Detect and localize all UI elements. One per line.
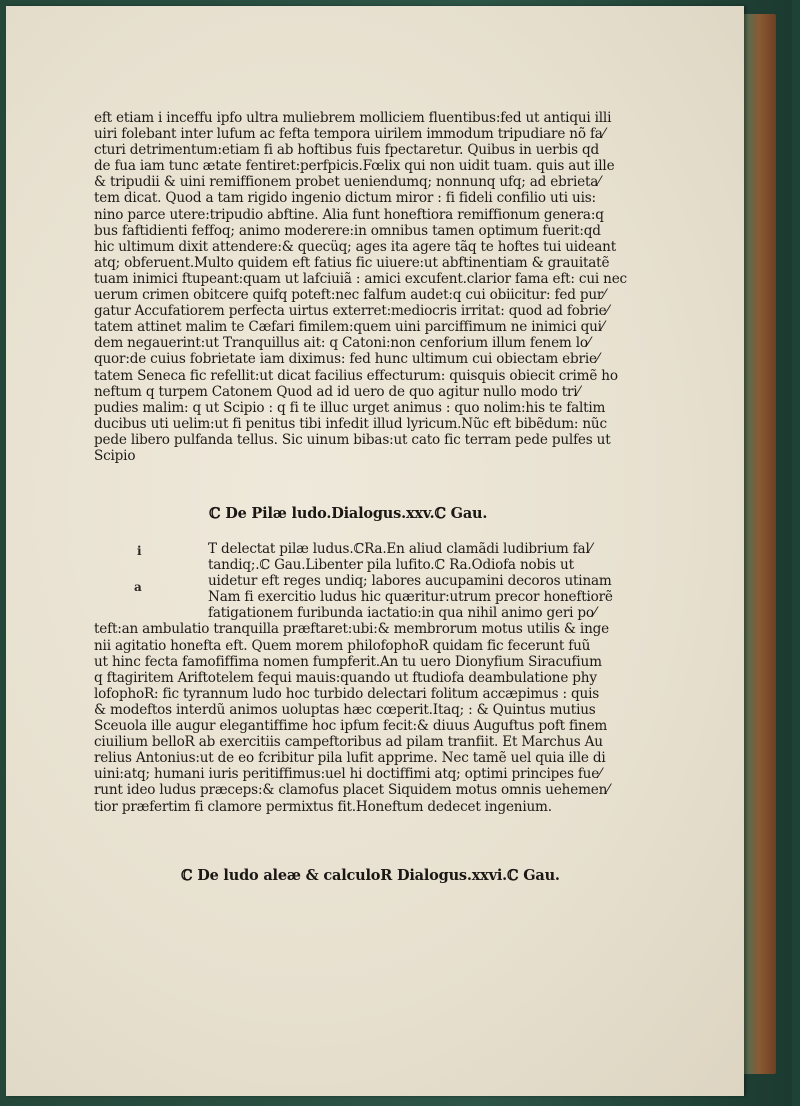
text-line: Scipio xyxy=(94,447,136,464)
text-line: T delectat pilæ ludus.ℂRa.En aliud clamãdi ludibrium fal⁄ xyxy=(208,541,592,557)
text-line: ut hinc fecta famofiffima nomen fumpferit.An tu uero Dionyfium Siracufium xyxy=(94,653,602,670)
text-block-upper xyxy=(94,110,627,464)
text-line: runt ideo ludus præceps:& clamofus placet Siquidem motus omnis uehemen⁄ xyxy=(94,782,610,799)
text-line: uini:atq; humani iuris peritiffimus:uel hi doctiffimi atq; optimi principes fue⁄ xyxy=(94,766,602,783)
text-line: uiri folebant inter lufum ac fefta tempora uirilem immodum tripudiare nõ fa⁄ xyxy=(94,126,605,143)
book-page xyxy=(6,6,744,1096)
text-line: & modeftos interdũ animos uoluptas hæc cœperit.Itaq; : & Quintus mutius xyxy=(94,701,596,718)
dialogue-heading-xxv: ℂ De Pilæ ludo.Dialogus.xxv.ℂ Gau. xyxy=(209,505,488,522)
text-line: tandiq;.ℂ Gau.Libenter pila lufito.ℂ Ra.Odiofa nobis ut xyxy=(208,557,574,574)
text-line: pudies malim: q ut Scipio : q fi te illuc urget animus : quo nolim:his te faltim xyxy=(94,399,606,416)
marginal-mark: i xyxy=(137,544,142,558)
text-line: cturi detrimentum:etiam fi ab hoftibus fuis fpectaretur. Quibus in uerbis qd xyxy=(94,142,600,159)
marginal-mark: a xyxy=(134,580,142,594)
text-line: nino parce utere:tripudio abftine. Alia funt honeftiora remiffionum genera:q xyxy=(94,206,604,223)
text-line: tatem Seneca fic refellit:ut dicat facilius effecturum: quisquis obiecit crimẽ ho xyxy=(94,367,618,384)
text-line: tior præfertim fi clamore permixtus fit.Honeftum dedecet ingenium. xyxy=(94,798,552,815)
text-line: atq; obferuent.Multo quidem eft fatius fic uiuere:ut abftinentiam & grauitatẽ xyxy=(94,254,610,271)
text-line: relius Antonius:ut de eo fcribitur pila lufit apprime. Nec tamẽ uel quia ille di xyxy=(94,750,606,767)
text-line: eft etiam i inceffu ipfo ultra muliebrem molliciem fluentibus:fed ut antiqui illi xyxy=(94,110,612,126)
text-line: pede libero pulfanda tellus. Sic uinum bibas:ut cato fic terram pede pulfes ut xyxy=(94,431,611,448)
text-line: nii agitatio honefta eft. Quem morem philofophoR quidam fic fecerunt fuũ xyxy=(94,637,591,654)
text-line: ducibus uti uelim:ut fi penitus tibi infedit illud lyricum.Nũc eft bibẽdum: nũc xyxy=(94,415,607,432)
dialogue-heading-xxvi: ℂ De ludo aleæ & calculoR Dialogus.xxvi.ℂ Gau. xyxy=(181,867,560,884)
text-line: hic ultimum dixit attendere:& quecüq; ages ita agere tãq te hoftes tui uideant xyxy=(94,238,616,255)
text-line: lofophoR: fic tyrannum ludo hoc turbido delectari folitum accæpimus : quis xyxy=(94,685,600,702)
text-line: neftum q turpem Catonem Quod ad id uero de quo agitur nullo modo tri⁄ xyxy=(94,383,580,400)
text-line: gatur Accufatiorem perfecta uirtus exterret:mediocris irritat: quod ad fobrie⁄ xyxy=(94,303,609,320)
text-line: ciuilium belloR ab exercitiis campeftoribus ad pilam tranfiit. Et Marchus Au xyxy=(94,734,603,751)
text-line: & tripudii & uini remiffionem probet ueniendumq; nonnunq ufq; ad ebrieta⁄ xyxy=(94,174,601,191)
text-line: tatem attinet malim te Cæfari fimilem:quem uini parciffimum ne inimici qui⁄ xyxy=(94,319,604,336)
text-block-lower xyxy=(94,541,613,815)
text-line: bus faftidienti feffoq; animo moderere:in omnibus tamen optimum fuerit:qd xyxy=(94,222,601,239)
text-line: uidetur eft reges undiq; labores aucupamini decoros utinam xyxy=(208,573,612,590)
text-line: teft:an ambulatio tranquilla præftaret:ubi:& membrorum motus utilis & inge xyxy=(94,621,609,638)
text-line: dem negauerint:ut Tranquillus ait: q Catoni:non cenforium illum fenem lo⁄ xyxy=(94,335,590,352)
text-line: Sceuola ille augur elegantiffime hoc ipfum fecit:& diuus Auguftus poft finem xyxy=(94,718,608,735)
text-line: uerum crimen obitcere quifq poteft:nec falfum audet:q cui obiicitur: fed pur⁄ xyxy=(94,287,606,304)
text-line: tuam inimici ftupeant:quam ut lafciuiã : amici excufent.clarior fama eft: cui nec xyxy=(94,270,627,287)
text-line: de fua iam tunc ætate fentiret:perfpicis.Fœlix qui non uidit tuam. quis aut ille xyxy=(94,158,615,175)
text-line: quor:de cuius fobrietate iam diximus: fed hunc ultimum cui obiectam ebrie⁄ xyxy=(94,351,599,368)
text-line: fatigationem furibunda iactatio:in qua nihil animo geri po⁄ xyxy=(208,605,596,622)
text-line: Nam fi exercitio ludus hic quæritur:utrum precor honeftiorẽ xyxy=(208,589,613,606)
text-line: tem dicat. Quod a tam rigido ingenio dictum miror : fi fideli confilio uti uis: xyxy=(94,190,596,207)
text-line: q ftagiritem Ariftotelem fequi mauis:quando ut ftudiofa deambulatione phy xyxy=(94,669,597,686)
